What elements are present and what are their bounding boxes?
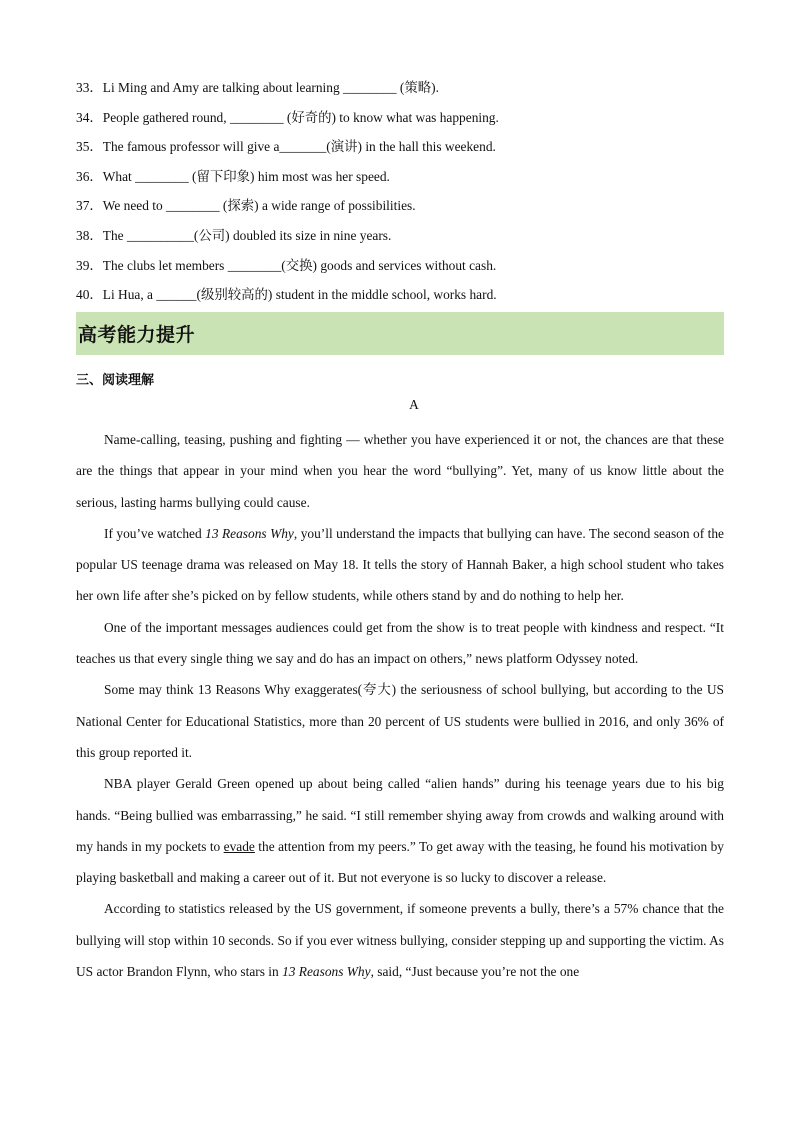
paragraph-text: If you’ve watched [104,525,206,541]
exercise-item: 40．Li Hua, a ______(级别较高的) student in the middle school, works hard. [76,287,497,303]
exercise-item: 37．We need to ________ (探索) a wide range of possibilities. [76,198,416,214]
paragraph: One of the important messages audiences could get from the show is to treat people with kindness and respect. “It teaches us that every single thing we say and do has an impact on others,” news platform Odyssey noted. [76,619,724,667]
exercise-item: 33．Li Ming and Amy are talking about learning ________ (策略). [76,80,439,95]
exercise-item: 36．What ________ (留下印象) him most was her speed. [76,168,390,184]
paragraph: Some may think 13 Reasons Why exaggerates(夸大) the seriousness of school bullying, but according to the US National Center for Educational Statistics, more than 20 percent of US students were bullied in 2016, and only 36% of this group reported it. [76,682,724,760]
underlined-word: evade [223,838,255,854]
show-title: 13 Reasons Why [282,964,371,980]
paragraph-text: , said, “Just because you’re not the one [370,964,580,980]
section-banner [76,312,724,355]
reading-passage [76,424,724,987]
fill-in-exercises [76,77,736,314]
exercise-item: 39．The clubs let members ________(交换) goods and services without cash. [76,257,497,273]
passage-label: A [409,397,419,412]
paragraph-text: NBA player Gerald Green opened up about being called “alien hands” during his teenage years due to his big hands. “Being bullied was embarrassing,” he said. “I still remember shying away from crowds and walking around with my hands in my pockets to [76,776,724,854]
paragraph-text: the attention from my peers.” To get away with the teasing, he found his motivation by playing basketball and making a career out of it. But not everyone is so lucky to discover a release. [76,838,724,886]
banner-title: 高考能力提升 [78,324,196,346]
show-title: 13 Reasons Why [205,525,294,541]
paragraph-text: According to statistics released by the US government, if someone prevents a bully, there’s a 57% chance that the bullying will stop within 10 seconds. So if you ever witness bullying, consider stepping up and supporting the victim. As US actor Brandon Flynn, who stars in [76,901,724,980]
paragraph-text: , you’ll understand the impacts that bullying can have. The second season of the popular US teenage drama was released on May 18. It tells the story of Hannah Baker, a high school student who takes her own life after she’s picked on by fellow students, while others stand by and do nothing to help her. [76,525,724,604]
paragraph [76,893,724,987]
exercise-item: 38．The __________(公司) doubled its size in nine years. [76,227,392,243]
exercise-item: 35．The famous professor will give a_______(演讲) in the hall this weekend. [76,139,496,155]
exercise-item: 34．People gathered round, ________ (好奇的) to know what was happening. [76,109,499,125]
paragraph [76,518,724,612]
paragraph: Name-calling, teasing, pushing and fighting — whether you have experienced it or not, the chances are that these are the things that appear in your mind when you hear the word “bullying”. Yet, many of us know little about the serious, lasting harms bullying could cause. [76,432,724,510]
paragraph [76,768,724,893]
section-heading: 三、阅读理解 [76,373,155,388]
